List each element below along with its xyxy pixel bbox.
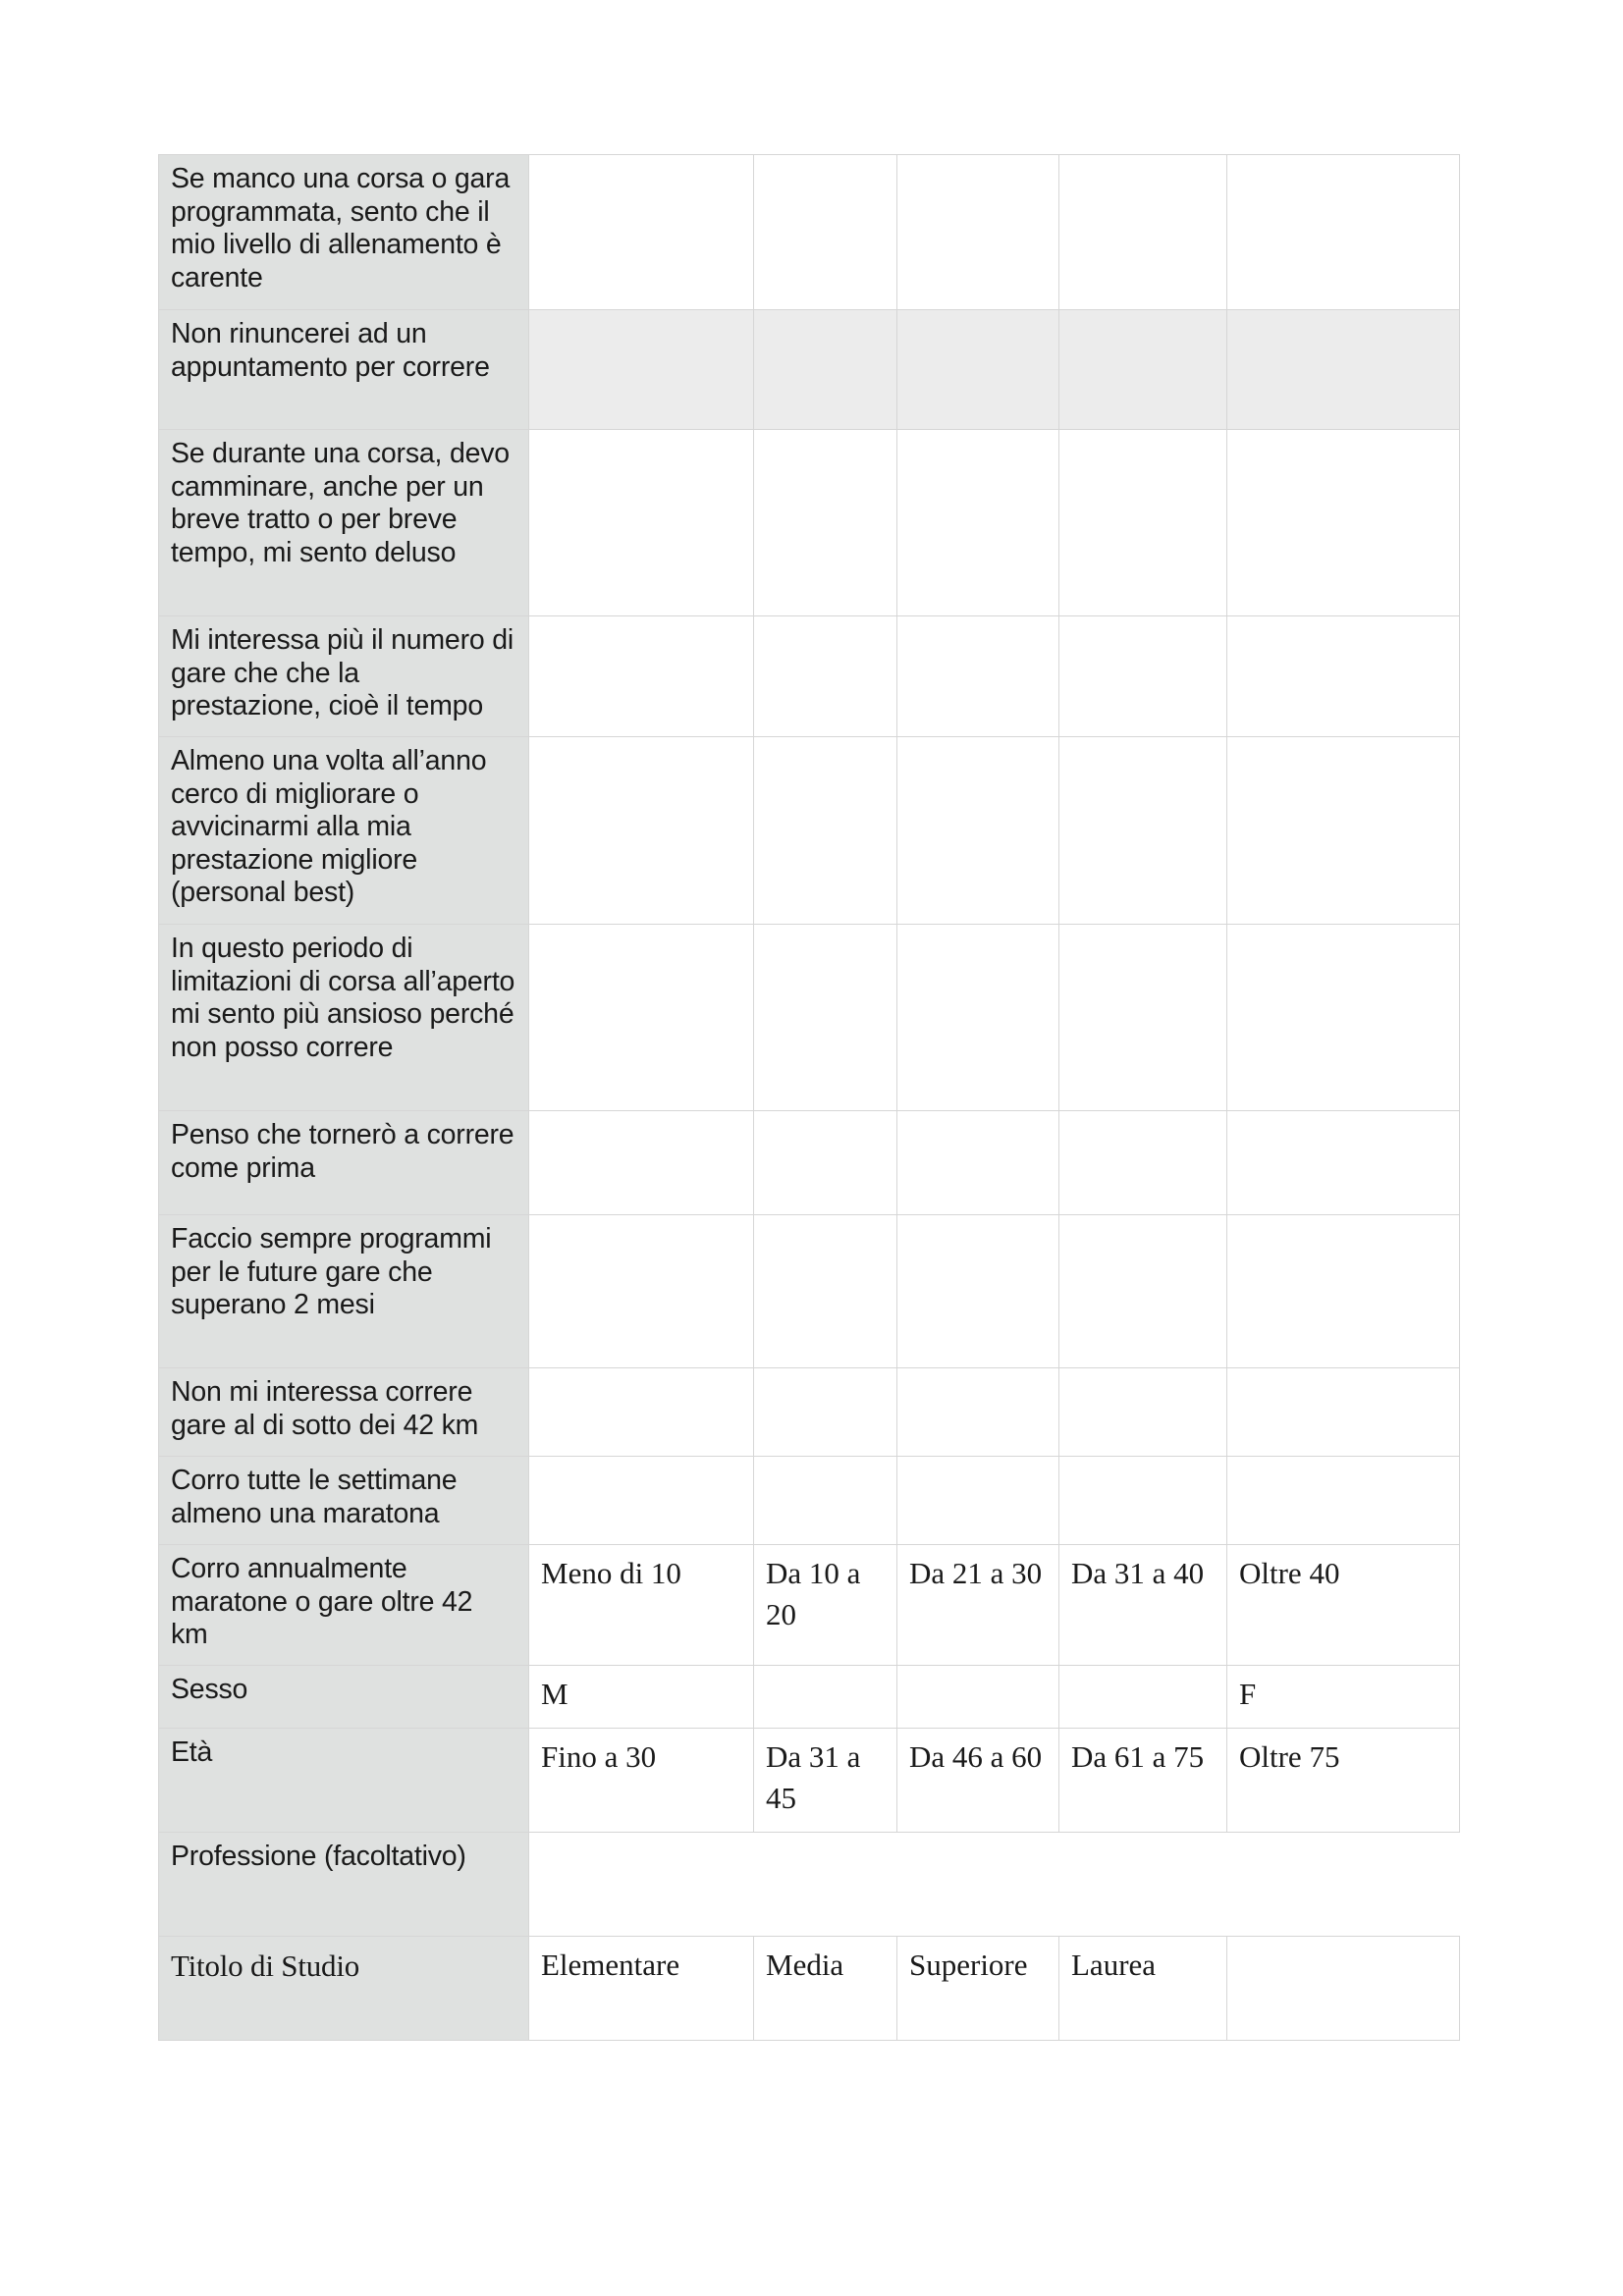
sex-option-male[interactable]: M <box>529 1666 754 1729</box>
age-option[interactable]: Da 61 a 75 <box>1059 1729 1227 1833</box>
profession-label: Professione (facoltativo) <box>159 1833 529 1937</box>
answer-cell[interactable] <box>897 1457 1059 1545</box>
age-option[interactable]: Oltre 75 <box>1227 1729 1460 1833</box>
question-cell: Corro tutte le settimane almeno una maratona <box>159 1457 529 1545</box>
answer-cell[interactable] <box>1059 737 1227 925</box>
answer-cell[interactable] <box>1227 1215 1460 1368</box>
question-cell: Mi interessa più il numero di gare che che la prestazione, cioè il tempo <box>159 616 529 737</box>
question-cell: In questo periodo di limitazioni di corsa all’aperto mi sento più ansioso perché non posso correre <box>159 925 529 1111</box>
question-cell: Almeno una volta all’anno cerco di migliorare o avvicinarmi alla mia prestazione migliore (personal best) <box>159 737 529 925</box>
table-row <box>159 1215 1460 1368</box>
question-cell: Non rinuncerei ad un appuntamento per correre <box>159 310 529 430</box>
answer-cell[interactable] <box>754 430 897 616</box>
answer-cell[interactable] <box>1059 1457 1227 1545</box>
marathons-option[interactable]: Da 31 a 40 <box>1059 1545 1227 1666</box>
education-label: Titolo di Studio <box>159 1937 529 2041</box>
marathons-row <box>159 1545 1460 1666</box>
table-row <box>159 925 1460 1111</box>
answer-cell[interactable] <box>529 155 754 310</box>
age-label: Età <box>159 1729 529 1833</box>
answer-cell[interactable] <box>1227 1457 1460 1545</box>
marathons-option[interactable]: Meno di 10 <box>529 1545 754 1666</box>
answer-cell[interactable] <box>754 737 897 925</box>
question-cell: Penso che tornerò a correre come prima <box>159 1111 529 1215</box>
education-option[interactable]: Media <box>754 1937 897 2041</box>
question-cell: Faccio sempre programmi per le future gare che superano 2 mesi <box>159 1215 529 1368</box>
answer-cell[interactable] <box>529 616 754 737</box>
answer-cell[interactable] <box>529 430 754 616</box>
age-option[interactable]: Fino a 30 <box>529 1729 754 1833</box>
table-row <box>159 310 1460 430</box>
sex-option-female[interactable]: F <box>1227 1666 1460 1729</box>
answer-cell[interactable] <box>754 925 897 1111</box>
answer-cell[interactable] <box>1227 310 1460 430</box>
answer-cell[interactable] <box>897 616 1059 737</box>
answer-cell <box>897 1666 1059 1729</box>
answer-cell[interactable] <box>1059 1368 1227 1457</box>
answer-cell[interactable] <box>897 1111 1059 1215</box>
table-row <box>159 1368 1460 1457</box>
marathons-option[interactable]: Oltre 40 <box>1227 1545 1460 1666</box>
age-row <box>159 1729 1460 1833</box>
answer-cell[interactable] <box>529 310 754 430</box>
answer-cell[interactable] <box>1059 310 1227 430</box>
answer-cell <box>1227 1937 1460 2041</box>
answer-cell[interactable] <box>1227 1368 1460 1457</box>
answer-cell[interactable] <box>1227 1111 1460 1215</box>
answer-cell[interactable] <box>1059 155 1227 310</box>
answer-cell[interactable] <box>1227 430 1460 616</box>
survey-table <box>158 154 1460 2041</box>
answer-cell[interactable] <box>1227 925 1460 1111</box>
question-cell: Non mi interessa correre gare al di sotto dei 42 km <box>159 1368 529 1457</box>
answer-cell[interactable] <box>754 1457 897 1545</box>
table-row <box>159 430 1460 616</box>
answer-cell[interactable] <box>1059 1215 1227 1368</box>
table-row <box>159 155 1460 310</box>
answer-cell[interactable] <box>754 616 897 737</box>
answer-cell[interactable] <box>897 1215 1059 1368</box>
answer-cell[interactable] <box>754 1111 897 1215</box>
answer-cell[interactable] <box>754 1368 897 1457</box>
marathons-label: Corro annualmente maratone o gare oltre 42 km <box>159 1545 529 1666</box>
answer-cell[interactable] <box>1059 430 1227 616</box>
answer-cell <box>754 1666 897 1729</box>
answer-cell[interactable] <box>754 310 897 430</box>
table-row <box>159 1111 1460 1215</box>
education-option[interactable]: Superiore <box>897 1937 1059 2041</box>
answer-cell[interactable] <box>1227 737 1460 925</box>
answer-cell[interactable] <box>754 1215 897 1368</box>
answer-cell[interactable] <box>529 925 754 1111</box>
answer-cell[interactable] <box>1059 925 1227 1111</box>
question-cell: Se manco una corsa o gara programmata, sento che il mio livello di allenamento è carente <box>159 155 529 310</box>
answer-cell[interactable] <box>897 925 1059 1111</box>
answer-cell[interactable] <box>897 310 1059 430</box>
profession-row <box>159 1833 1460 1937</box>
answer-cell[interactable] <box>897 430 1059 616</box>
answer-cell[interactable] <box>897 737 1059 925</box>
age-option[interactable]: Da 31 a 45 <box>754 1729 897 1833</box>
answer-cell[interactable] <box>529 1457 754 1545</box>
answer-cell[interactable] <box>529 1215 754 1368</box>
table-row <box>159 1457 1460 1545</box>
education-option[interactable]: Laurea <box>1059 1937 1227 2041</box>
answer-cell[interactable] <box>897 1368 1059 1457</box>
answer-cell[interactable] <box>1227 155 1460 310</box>
age-option[interactable]: Da 46 a 60 <box>897 1729 1059 1833</box>
sex-row <box>159 1666 1460 1729</box>
table-row <box>159 737 1460 925</box>
question-cell: Se durante una corsa, devo camminare, anche per un breve tratto o per breve tempo, mi sento deluso <box>159 430 529 616</box>
answer-cell[interactable] <box>529 1111 754 1215</box>
answer-cell[interactable] <box>529 1368 754 1457</box>
sex-label: Sesso <box>159 1666 529 1729</box>
answer-cell <box>1059 1666 1227 1729</box>
profession-field[interactable] <box>529 1833 1460 1937</box>
marathons-option[interactable]: Da 21 a 30 <box>897 1545 1059 1666</box>
answer-cell[interactable] <box>1227 616 1460 737</box>
answer-cell[interactable] <box>529 737 754 925</box>
table-row <box>159 616 1460 737</box>
answer-cell[interactable] <box>897 155 1059 310</box>
education-row <box>159 1937 1460 2041</box>
marathons-option[interactable]: Da 10 a 20 <box>754 1545 897 1666</box>
education-option[interactable]: Elementare <box>529 1937 754 2041</box>
answer-cell[interactable] <box>1059 1111 1227 1215</box>
answer-cell[interactable] <box>1059 616 1227 737</box>
answer-cell[interactable] <box>754 155 897 310</box>
